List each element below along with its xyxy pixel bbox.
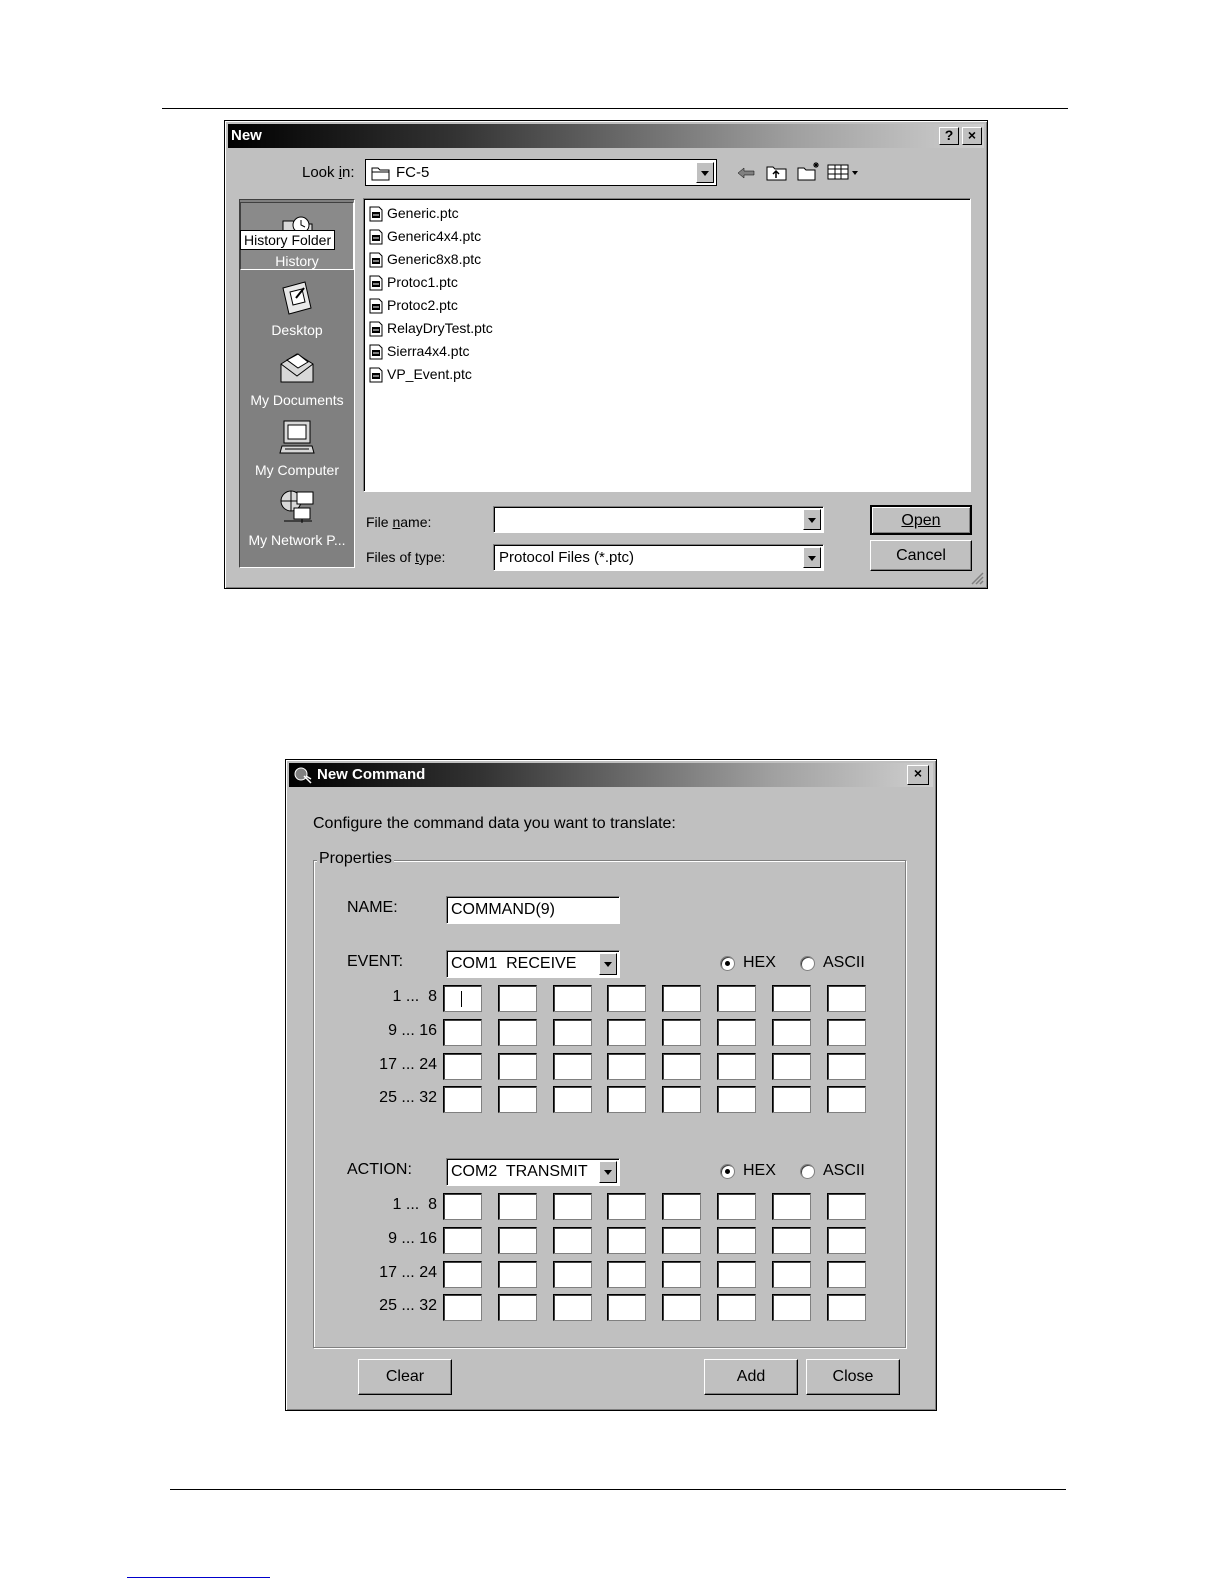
action-byte-input[interactable] <box>607 1227 646 1254</box>
event-ascii-radio[interactable] <box>800 956 815 971</box>
resize-grip-icon[interactable] <box>970 571 984 585</box>
event-byte-input[interactable] <box>772 1019 811 1046</box>
folder-icon <box>371 165 391 181</box>
new-file-dialog <box>224 120 988 589</box>
back-arrow-icon[interactable] <box>736 166 756 180</box>
add-button[interactable] <box>704 1359 798 1395</box>
file-name-dropdown-button[interactable] <box>803 509 821 530</box>
instructions-text: Configure the command data you want to translate: <box>313 815 676 832</box>
action-hex-radio[interactable] <box>720 1164 735 1179</box>
event-byte-input[interactable] <box>662 985 701 1012</box>
action-combo[interactable] <box>446 1158 620 1186</box>
file-list-item[interactable] <box>369 317 493 339</box>
help-button[interactable]: ? <box>939 127 959 145</box>
action-byte-input[interactable] <box>827 1193 866 1220</box>
action-byte-input[interactable] <box>443 1261 482 1288</box>
event-byte-input[interactable] <box>607 1053 646 1080</box>
action-byte-input[interactable] <box>827 1294 866 1321</box>
event-byte-input[interactable] <box>827 985 866 1012</box>
event-dropdown-button[interactable] <box>599 953 617 975</box>
event-byte-input[interactable] <box>662 1019 701 1046</box>
event-byte-input[interactable] <box>443 1053 482 1080</box>
my-computer-icon <box>278 418 316 456</box>
place-desktop[interactable] <box>240 272 354 340</box>
action-byte-input[interactable] <box>662 1227 701 1254</box>
action-ascii-radio[interactable] <box>800 1164 815 1179</box>
event-byte-input[interactable] <box>607 1086 646 1113</box>
event-byte-input[interactable] <box>443 1019 482 1046</box>
file-list-item[interactable] <box>369 294 458 316</box>
action-row-label: 9 ... 16 <box>388 1230 437 1247</box>
cancel-button[interactable] <box>870 540 972 571</box>
place-history-label: History <box>275 253 319 269</box>
protocol-file-icon <box>369 206 383 222</box>
name-input[interactable] <box>446 896 620 924</box>
event-byte-input[interactable] <box>553 1053 592 1080</box>
action-byte-input[interactable] <box>772 1261 811 1288</box>
view-menu-icon[interactable] <box>827 163 861 181</box>
action-byte-input[interactable] <box>607 1193 646 1220</box>
file-list-item-name: Generic8x8.ptc <box>387 251 482 267</box>
event-row-label: 1 ... 8 <box>392 988 437 1005</box>
clear-button[interactable] <box>358 1359 452 1395</box>
event-byte-input[interactable] <box>498 985 537 1012</box>
open-button[interactable] <box>870 505 972 535</box>
up-folder-icon[interactable] <box>765 162 789 182</box>
action-hex-label[interactable]: HEX <box>743 1162 776 1179</box>
file-list-item-name: Sierra4x4.ptc <box>387 343 470 359</box>
action-byte-input[interactable] <box>662 1294 701 1321</box>
file-name-input[interactable] <box>493 506 824 533</box>
place-my-computer-label: My Computer <box>254 462 340 478</box>
open-button-label: Open <box>901 512 941 529</box>
action-byte-input[interactable] <box>553 1193 592 1220</box>
close-dialog-button-label: Close <box>832 1368 874 1385</box>
place-my-network[interactable] <box>240 482 354 550</box>
action-byte-input[interactable] <box>498 1227 537 1254</box>
file-list-item-name: Generic.ptc <box>387 205 459 221</box>
protocol-file-icon <box>369 252 383 268</box>
file-list-item-name: Protoc2.ptc <box>387 297 458 313</box>
files-of-type-combo[interactable] <box>493 544 824 571</box>
action-row-label: 25 ... 32 <box>379 1297 437 1314</box>
event-byte-input[interactable] <box>827 1053 866 1080</box>
file-list-item[interactable] <box>369 202 459 224</box>
event-byte-input[interactable] <box>772 1086 811 1113</box>
event-ascii-label[interactable]: ASCII <box>823 954 865 971</box>
places-bar <box>239 199 355 568</box>
look-in-combo[interactable] <box>365 159 717 186</box>
file-list-item-name: Generic4x4.ptc <box>387 228 482 244</box>
action-byte-input[interactable] <box>498 1294 537 1321</box>
protocol-file-icon <box>369 321 383 337</box>
file-list-item[interactable] <box>369 340 469 362</box>
files-of-type-value: Protocol Files (*.ptc) <box>499 549 635 566</box>
event-byte-input[interactable] <box>553 1019 592 1046</box>
place-my-documents-label: My Documents <box>250 392 344 408</box>
action-byte-input[interactable] <box>607 1294 646 1321</box>
file-list-item[interactable] <box>369 225 481 247</box>
event-byte-input[interactable] <box>717 1053 756 1080</box>
page-top-rule <box>162 108 1068 109</box>
event-row-label: 25 ... 32 <box>379 1089 437 1106</box>
my-documents-icon <box>278 348 316 386</box>
action-value: COM2 TRANSMIT <box>451 1163 588 1180</box>
file-name-label: File name: <box>366 514 432 530</box>
action-row-label: 1 ... 8 <box>392 1196 437 1213</box>
my-network-icon <box>278 488 316 526</box>
action-byte-input[interactable] <box>717 1227 756 1254</box>
protocol-file-icon <box>369 298 383 314</box>
event-row-label: 17 ... 24 <box>379 1056 437 1073</box>
action-byte-input[interactable] <box>443 1227 482 1254</box>
protocol-file-icon <box>369 275 383 291</box>
event-byte-input[interactable] <box>827 1019 866 1046</box>
files-of-type-dropdown-button[interactable] <box>803 547 821 568</box>
action-byte-input[interactable] <box>443 1193 482 1220</box>
event-hex-radio[interactable] <box>720 956 735 971</box>
history-folder-tooltip: History Folder <box>240 230 335 250</box>
place-my-documents[interactable] <box>240 342 354 410</box>
file-list-item-name: VP_Event.ptc <box>387 366 472 382</box>
event-byte-input[interactable] <box>772 1053 811 1080</box>
event-byte-input[interactable] <box>443 1086 482 1113</box>
event-byte-input[interactable] <box>553 1086 592 1113</box>
event-byte-input[interactable] <box>498 1086 537 1113</box>
dialog-titlebar <box>228 124 984 148</box>
protocol-file-icon <box>369 229 383 245</box>
command-close-button[interactable]: × <box>907 765 929 785</box>
file-list-item[interactable] <box>369 248 481 270</box>
close-button[interactable]: × <box>962 127 982 145</box>
action-byte-input[interactable] <box>553 1227 592 1254</box>
add-button-label: Add <box>736 1368 766 1385</box>
event-byte-input[interactable] <box>772 985 811 1012</box>
action-byte-input[interactable] <box>772 1227 811 1254</box>
event-byte-input[interactable] <box>662 1053 701 1080</box>
action-label: ACTION: <box>347 1161 412 1178</box>
name-value: COMMAND(9) <box>451 901 555 918</box>
protocol-file-icon <box>369 367 383 383</box>
action-byte-input[interactable] <box>827 1261 866 1288</box>
file-list-item-name: RelayDryTest.ptc <box>387 320 493 336</box>
event-byte-input[interactable] <box>553 985 592 1012</box>
event-byte-input[interactable] <box>717 985 756 1012</box>
action-ascii-label[interactable]: ASCII <box>823 1162 865 1179</box>
action-byte-input[interactable] <box>717 1294 756 1321</box>
event-row-label: 9 ... 16 <box>388 1022 437 1039</box>
text-caret <box>461 991 462 1007</box>
command-titlebar <box>289 763 933 787</box>
action-byte-input[interactable] <box>772 1294 811 1321</box>
properties-group-label: Properties <box>319 850 392 867</box>
page-bottom-rule <box>170 1489 1066 1490</box>
name-label: NAME: <box>347 899 398 916</box>
protocol-file-icon <box>369 344 383 360</box>
event-byte-input[interactable] <box>498 1053 537 1080</box>
file-list-item[interactable] <box>369 271 458 293</box>
desktop-icon <box>278 278 316 316</box>
file-list-item-name: Protoc1.ptc <box>387 274 458 290</box>
event-hex-label[interactable]: HEX <box>743 954 776 971</box>
place-desktop-label: Desktop <box>271 322 323 338</box>
look-in-label: Look in: <box>302 164 355 181</box>
place-my-network-label: My Network P... <box>248 532 346 548</box>
action-byte-input[interactable] <box>827 1227 866 1254</box>
app-icon <box>293 766 313 784</box>
command-title: New Command <box>317 766 426 783</box>
action-byte-input[interactable] <box>498 1261 537 1288</box>
action-byte-input[interactable] <box>498 1193 537 1220</box>
action-row-label: 17 ... 24 <box>379 1264 437 1281</box>
file-list-item[interactable] <box>369 363 472 385</box>
action-byte-input[interactable] <box>443 1294 482 1321</box>
look-in-dropdown-button[interactable] <box>696 162 714 183</box>
event-byte-input[interactable] <box>607 1019 646 1046</box>
close-dialog-button[interactable] <box>806 1359 900 1395</box>
cancel-button-label: Cancel <box>896 547 946 564</box>
files-of-type-label: Files of type: <box>366 549 446 565</box>
action-byte-input[interactable] <box>662 1261 701 1288</box>
action-byte-input[interactable] <box>717 1261 756 1288</box>
action-byte-input[interactable] <box>717 1193 756 1220</box>
event-byte-input[interactable] <box>827 1086 866 1113</box>
action-byte-input[interactable] <box>662 1193 701 1220</box>
event-combo[interactable] <box>446 950 620 978</box>
clear-button-label: Clear <box>385 1368 425 1385</box>
place-my-computer[interactable] <box>240 412 354 480</box>
event-byte-input[interactable] <box>717 1086 756 1113</box>
footer-link-underline <box>127 1577 270 1578</box>
dialog-title: New <box>231 127 262 144</box>
action-byte-input[interactable] <box>553 1294 592 1321</box>
event-byte-input[interactable] <box>662 1086 701 1113</box>
event-byte-input[interactable] <box>443 985 482 1012</box>
event-byte-input[interactable] <box>498 1019 537 1046</box>
new-command-dialog <box>285 759 937 1411</box>
event-byte-input[interactable] <box>717 1019 756 1046</box>
new-folder-icon[interactable] <box>796 160 822 182</box>
action-byte-input[interactable] <box>772 1193 811 1220</box>
event-byte-input[interactable] <box>607 985 646 1012</box>
action-byte-input[interactable] <box>607 1261 646 1288</box>
event-label: EVENT: <box>347 953 404 970</box>
look-in-value: FC-5 <box>396 164 430 181</box>
file-list[interactable] <box>363 198 971 492</box>
action-dropdown-button[interactable] <box>599 1161 617 1183</box>
event-value: COM1 RECEIVE <box>451 955 577 972</box>
action-byte-input[interactable] <box>553 1261 592 1288</box>
